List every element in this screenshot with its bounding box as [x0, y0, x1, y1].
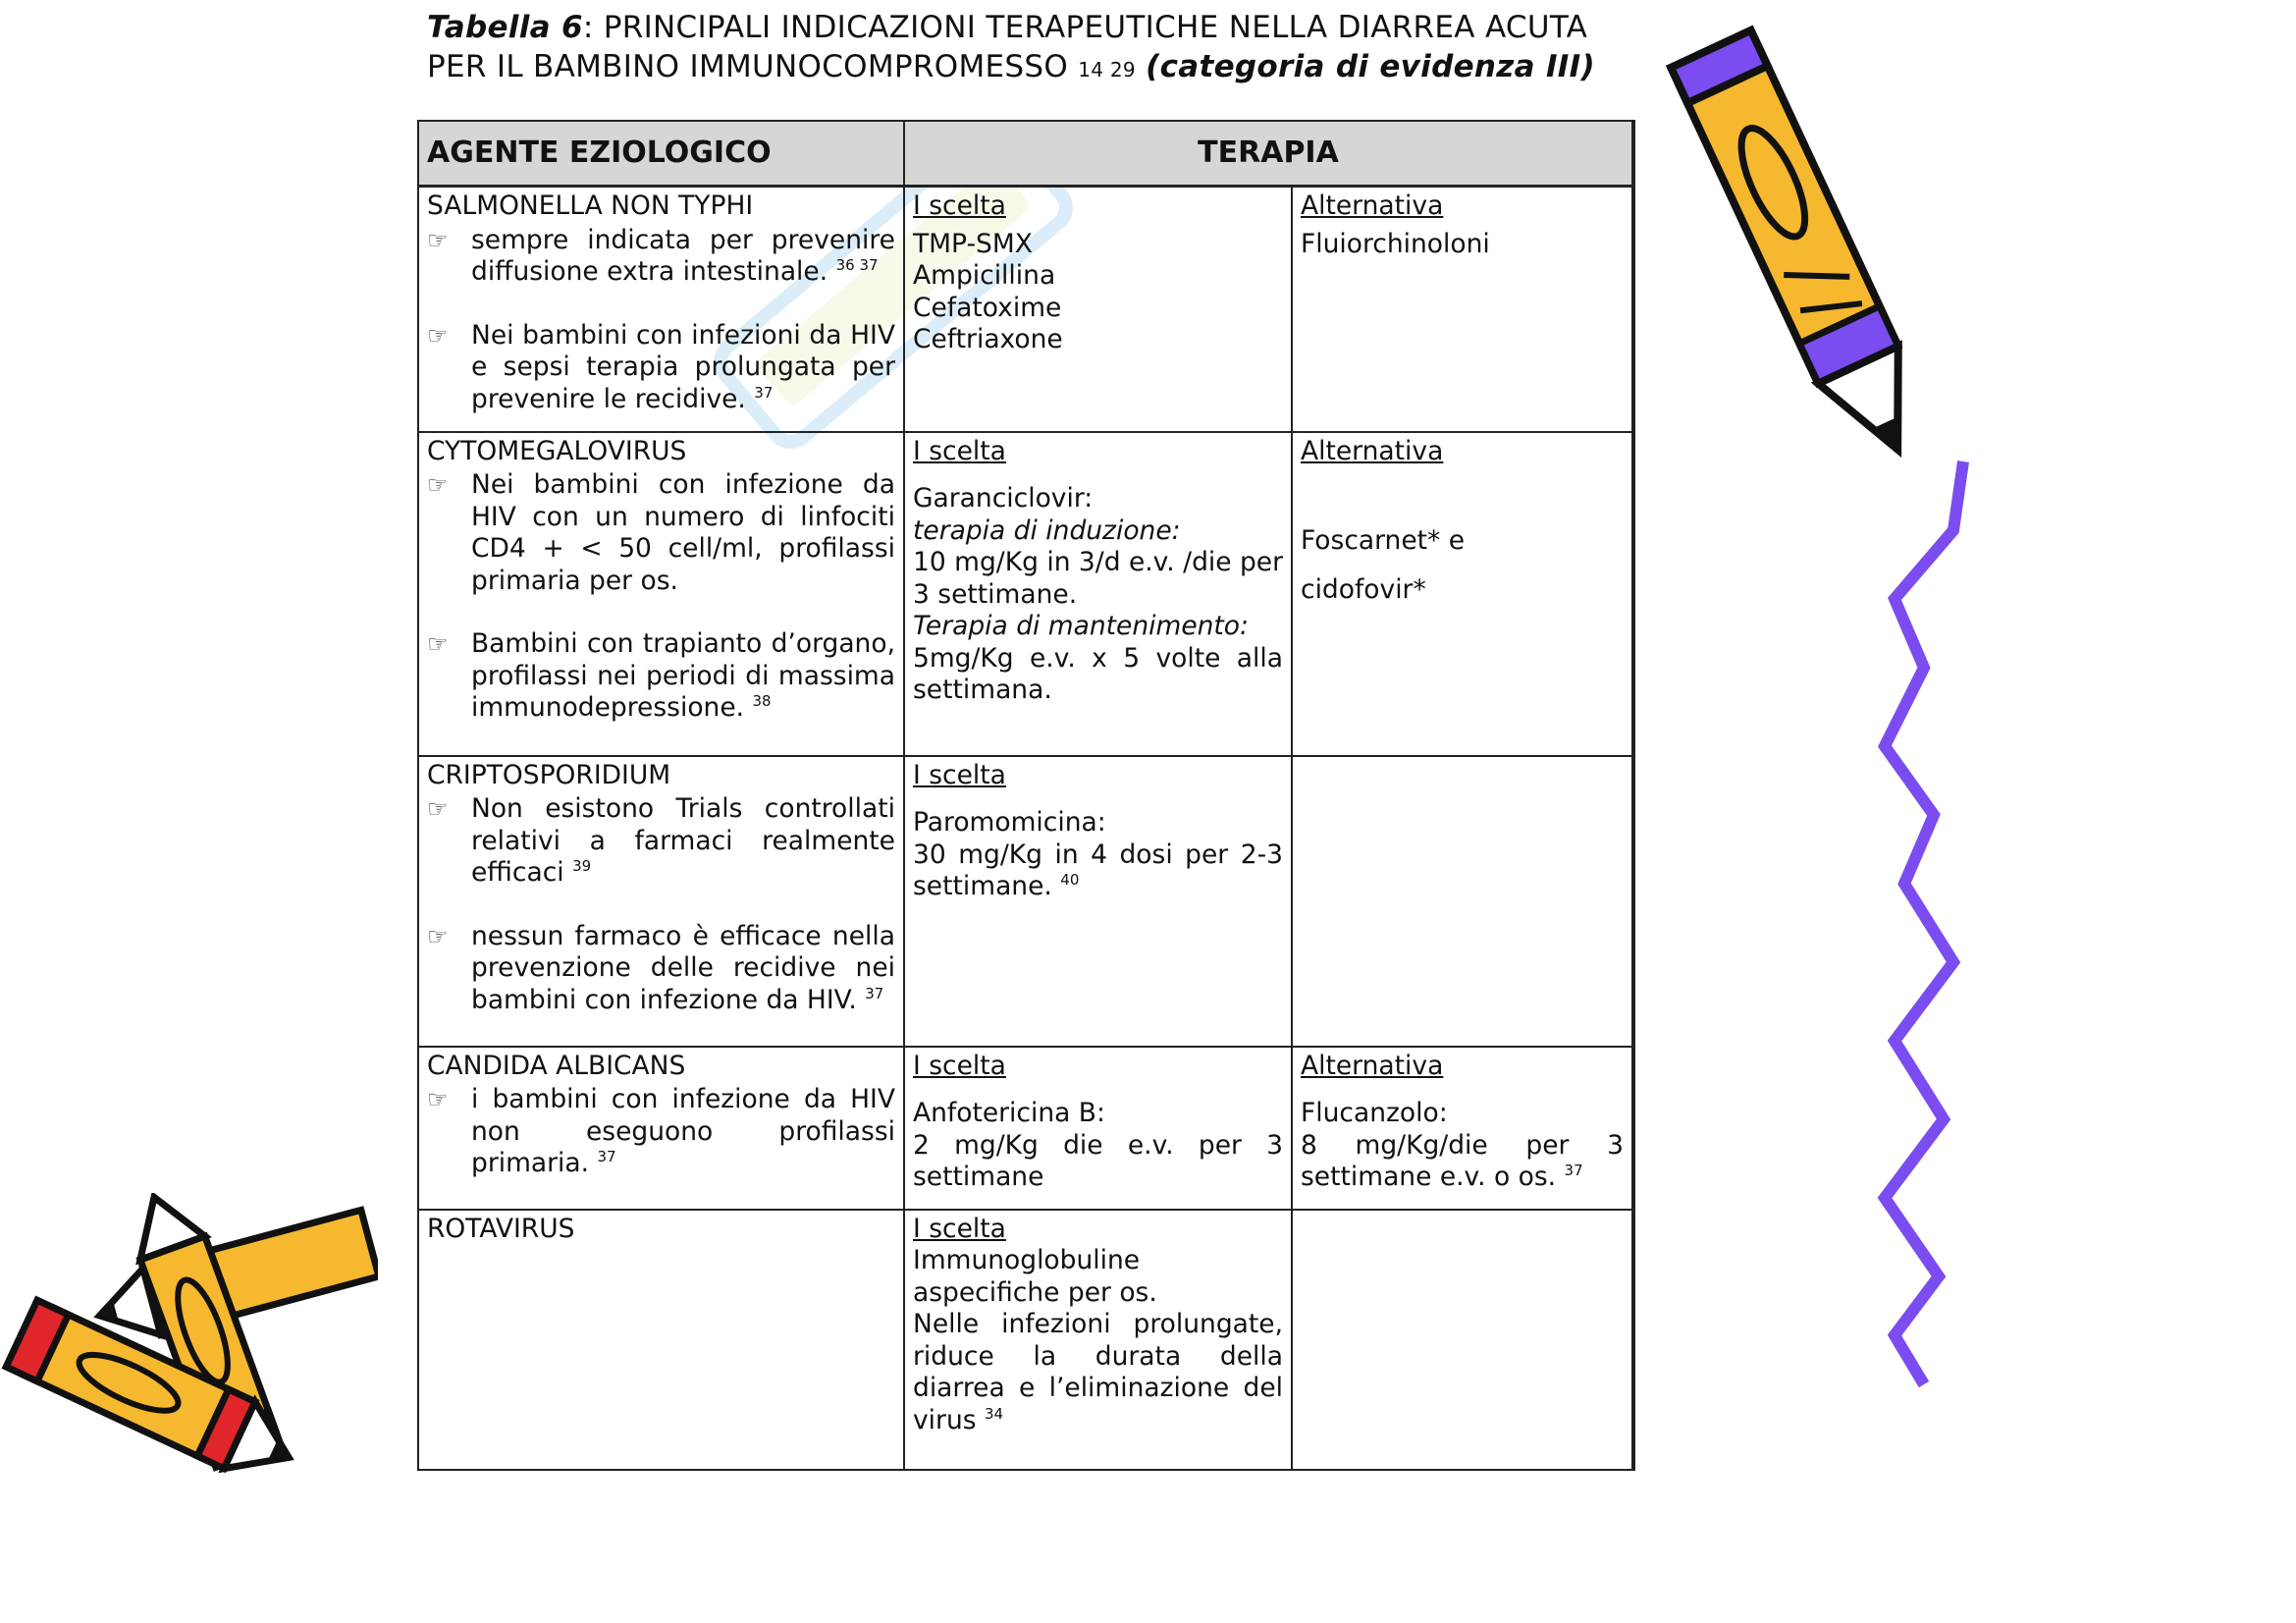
alternative-line-text: Flucanzolo: [1301, 1098, 1448, 1128]
table-row [418, 432, 1633, 756]
header-therapy: TERAPIA [904, 121, 1633, 187]
agent-name: CRIPTOSPORIDIUM [427, 759, 671, 790]
agent-cell [418, 187, 904, 432]
note-text [471, 320, 895, 416]
note-text [471, 225, 895, 289]
note-text [471, 469, 895, 597]
pencil-icon [1649, 5, 1973, 476]
reference-sup: 37 [597, 1148, 616, 1166]
therapy-line [913, 643, 1283, 707]
therapy-line [913, 260, 1283, 293]
first-choice-heading: I scelta [913, 190, 1006, 221]
therapy-line-text: Immunoglobuline aspecifiche per os. [913, 1245, 1157, 1308]
reference-sup: 38 [752, 692, 772, 711]
agent-cell [418, 432, 904, 756]
therapy-line-text: 5mg/Kg e.v. x 5 volte alla settimana. [913, 642, 1283, 705]
first-choice-heading: I scelta [913, 1050, 1006, 1081]
agent-note [427, 320, 895, 416]
reference-sup: 34 [984, 1404, 1004, 1423]
therapy-line [913, 1309, 1283, 1436]
table-row [418, 1047, 1633, 1210]
therapy-line-text: Garanciclovir: [913, 483, 1094, 514]
alternative-line [1301, 1098, 1624, 1130]
agent-name: CANDIDA ALBICANS [427, 1050, 686, 1081]
agent-name: CYTOMEGALOVIRUS [427, 435, 687, 466]
alternative-line-text: Foscarnet* e [1301, 525, 1466, 556]
therapy-line [913, 547, 1283, 611]
alternative-heading: Alternativa [1301, 435, 1444, 466]
therapy-line [913, 839, 1283, 903]
therapy-line [913, 611, 1283, 643]
note-bullet-icon: ☞ [427, 1086, 449, 1113]
first-choice-cell [904, 1210, 1292, 1470]
therapy-line-text: 30 mg/Kg in 4 dosi per 2-3 settimane. [913, 839, 1283, 901]
title-label: Tabella 6 [427, 10, 583, 45]
note-bullet-icon: ☞ [427, 795, 449, 823]
therapy-line-text: Paromomicina: [913, 807, 1106, 838]
first-choice-cell [904, 187, 1292, 432]
title-category: (categoria di evidenza III) [1146, 49, 1595, 84]
therapy-line [913, 1245, 1283, 1309]
agent-note [427, 469, 895, 597]
agent-name: SALMONELLA NON TYPHI [427, 190, 754, 221]
note-text-body: nessun farmaco è efficace nella prevenzione delle recidive nei bambini con infezione da HIV. [471, 920, 895, 1015]
first-choice-heading: I scelta [913, 759, 1006, 790]
alternative-cell [1292, 187, 1633, 432]
agent-name: ROTAVIRUS [427, 1213, 575, 1244]
alternative-heading: Alternativa [1301, 1050, 1444, 1081]
first-choice-heading: I scelta [913, 435, 1006, 466]
therapy-line-text: Ampicillina [913, 260, 1056, 291]
reference-sup: 37 [1564, 1162, 1583, 1180]
alternative-line [1301, 516, 1624, 566]
therapy-line [913, 324, 1283, 356]
title-line-1 [427, 8, 1664, 47]
alternative-line [1301, 566, 1624, 615]
note-bullet-icon: ☞ [427, 922, 449, 950]
alternative-cell [1292, 432, 1633, 756]
note-text-body: Nei bambini con infezioni da HIV e sepsi terapia prolungata per prevenire le recidive. [471, 319, 895, 414]
therapy-line [913, 293, 1283, 325]
table-row [418, 1210, 1633, 1470]
pencils-icon [0, 1193, 378, 1478]
therapy-line [913, 483, 1283, 515]
title-refs: 14 29 [1078, 58, 1136, 81]
note-text [471, 921, 895, 1017]
note-text-body: sempre indicata per prevenire diffusione extra intestinale. [471, 224, 895, 287]
agent-note [427, 1084, 895, 1180]
header-agent: AGENTE EZIOLOGICO [418, 121, 904, 187]
agent-note [427, 921, 895, 1017]
table-row [418, 756, 1633, 1047]
agent-cell [418, 1210, 904, 1470]
therapy-line-text: TMP-SMX [913, 228, 1033, 259]
therapy-line-text: terapia di induzione: [913, 514, 1181, 546]
reference-sup: 37 [754, 383, 774, 402]
note-text [471, 628, 895, 725]
note-text [471, 793, 895, 890]
therapy-line-text: 2 mg/Kg die e.v. per 3 settimane [913, 1129, 1283, 1192]
table-row [418, 187, 1633, 432]
first-choice-cell [904, 756, 1292, 1047]
therapy-line [913, 229, 1283, 261]
reference-sup: 36 37 [835, 256, 879, 275]
therapy-line-text: 10 mg/Kg in 3/d e.v. /die per 3 settimane. [913, 547, 1284, 610]
alternative-line [1301, 1130, 1624, 1194]
therapy-line-text: Ceftriaxone [913, 324, 1063, 354]
agent-note [427, 793, 895, 890]
agent-note [427, 628, 895, 725]
therapy-line [913, 807, 1283, 839]
reference-sup: 40 [1060, 871, 1080, 890]
note-bullet-icon: ☞ [427, 630, 449, 658]
therapy-line [913, 1098, 1283, 1130]
title-line1-text: : PRINCIPALI INDICAZIONI TERAPEUTICHE NELLA DIARREA ACUTA [582, 10, 1588, 45]
reference-sup: 37 [865, 984, 884, 1002]
therapy-line [913, 1130, 1283, 1194]
alternative-line-text: 8 mg/Kg/die per 3 settimane e.v. o os. [1301, 1129, 1624, 1192]
table-header-row [418, 121, 1633, 187]
note-text-body: Bambini con trapianto d’organo, profilassi nei periodi di massima immunodepressione. [471, 628, 895, 723]
note-bullet-icon: ☞ [427, 471, 449, 499]
alternative-line-text: cidofovir* [1301, 574, 1426, 605]
first-choice-heading: I scelta [913, 1213, 1006, 1244]
note-bullet-icon: ☞ [427, 321, 449, 350]
therapy-line-text: Anfotericina B: [913, 1098, 1105, 1128]
note-text-body: Non esistono Trials controllati relativi a farmaci realmente efficaci [471, 793, 895, 888]
alternative-heading: Alternativa [1301, 190, 1444, 221]
therapy-line-text: Cefatoxime [913, 292, 1062, 323]
alternative-line [1301, 229, 1624, 261]
agent-note [427, 225, 895, 289]
title-line2-text: PER IL BAMBINO IMMUNOCOMPROMESSO [427, 49, 1069, 84]
alternative-cell [1292, 1210, 1633, 1470]
agent-cell [418, 1047, 904, 1210]
therapy-line-text: Terapia di mantenimento: [913, 611, 1249, 641]
alternative-cell [1292, 1047, 1633, 1210]
note-text-body: i bambini con infezione da HIV non eseguono profilassi primaria. [471, 1084, 895, 1178]
note-text-body: Nei bambini con infezione da HIV con un numero di linfociti CD4 + < 50 cell/ml, profilassi primaria per os. [471, 469, 895, 596]
therapy-line [913, 515, 1283, 548]
first-choice-cell [904, 432, 1292, 756]
alternative-line-text: Fluiorchinoloni [1301, 228, 1490, 259]
therapy-line-text: Nelle infezioni prolungate, riduce la durata della diarrea e l’eliminazione del virus [913, 1309, 1283, 1435]
squiggle-line-icon [1865, 452, 1993, 1394]
reference-sup: 39 [572, 857, 592, 876]
note-bullet-icon: ☞ [427, 226, 449, 254]
therapy-table [417, 120, 1635, 1471]
agent-cell [418, 756, 904, 1047]
alternative-cell [1292, 756, 1633, 1047]
first-choice-cell [904, 1047, 1292, 1210]
note-text [471, 1084, 895, 1180]
